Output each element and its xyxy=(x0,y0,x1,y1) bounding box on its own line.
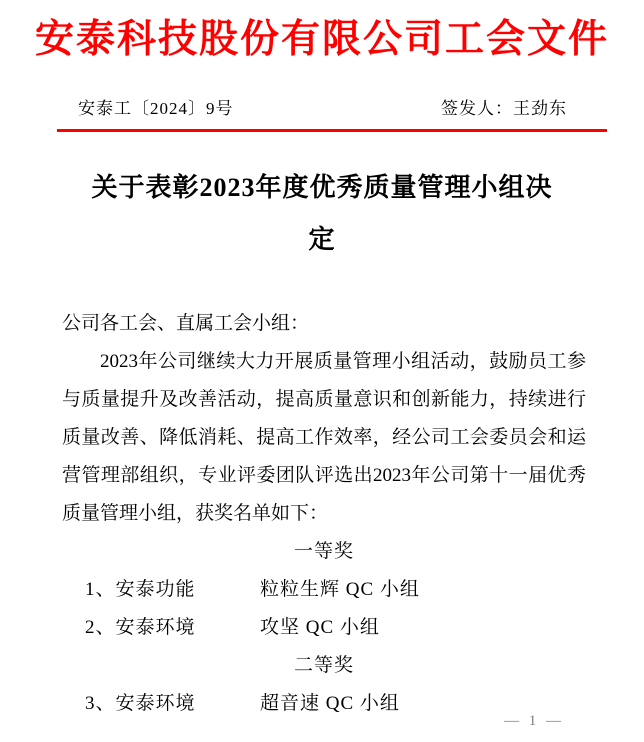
award-group-name: 粒粒生辉 QC 小组 xyxy=(260,579,420,600)
issuer-name: 王劲东 xyxy=(513,99,567,118)
document-title-line-1: 关于表彰2023年度优秀质量管理小组决 xyxy=(91,173,553,202)
award-row xyxy=(62,571,586,609)
letterhead xyxy=(0,0,644,132)
document-title xyxy=(0,162,644,266)
issuer xyxy=(441,98,567,120)
award-index: 3、 xyxy=(85,693,116,714)
award-department: 安泰环境 xyxy=(115,617,196,638)
page-number: — 1 — xyxy=(504,713,564,729)
letterhead-org-title: 安泰科技股份有限公司工会文件 xyxy=(34,18,609,61)
paragraph-line: 2023年公司继续大力开展质量管理小组活动，鼓励员工参 xyxy=(100,351,586,372)
award-label xyxy=(85,609,260,647)
paragraph-line: 质量改善、降低消耗、提高工作效率，经公司工会委员会和运 xyxy=(62,427,586,448)
award-group-name: 超音速 QC 小组 xyxy=(260,693,400,714)
award-label xyxy=(85,685,260,723)
doc-meta-row xyxy=(57,98,587,120)
award-group-name: 攻坚 QC 小组 xyxy=(260,617,380,638)
award-label xyxy=(85,571,260,609)
paragraph-line: 营管理部组织，专业评委团队评选出2023年公司第十一届优秀 xyxy=(62,465,586,486)
document-body xyxy=(62,305,586,723)
paragraph-line: 质量管理小组，获奖名单如下： xyxy=(62,503,329,524)
paragraph-line: 与质量提升及改善活动，提高质量意识和创新能力，持续进行 xyxy=(62,389,586,410)
salutation: 公司各工会、直属工会小组： xyxy=(62,313,310,334)
issuer-label: 签发人： xyxy=(441,99,513,118)
award-index: 1、 xyxy=(85,579,116,600)
award-row xyxy=(62,609,586,647)
award-department: 安泰环境 xyxy=(115,693,196,714)
red-divider-line xyxy=(57,129,607,132)
award-department: 安泰功能 xyxy=(115,579,196,600)
award-heading-first-prize: 一等奖 xyxy=(293,541,354,562)
document-title-line-2: 定 xyxy=(308,225,336,254)
award-heading-second-prize: 二等奖 xyxy=(293,655,354,676)
doc-number: 安泰工〔2024〕9号 xyxy=(78,99,234,118)
award-index: 2、 xyxy=(85,617,116,638)
